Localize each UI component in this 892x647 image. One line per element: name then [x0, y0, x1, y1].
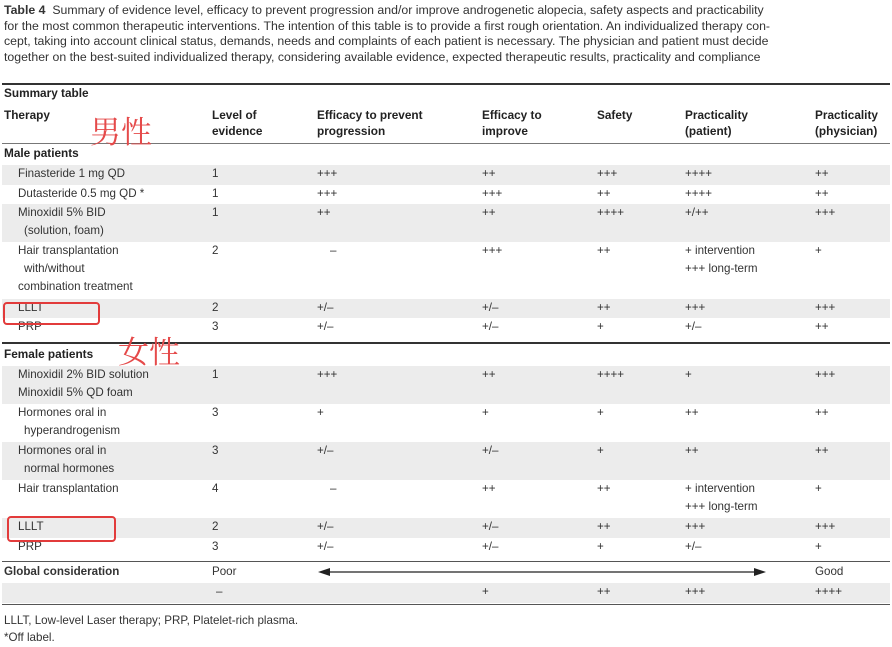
patient-cell: +/–	[685, 539, 702, 553]
top-rule	[2, 83, 890, 85]
prevent-cell: +	[317, 406, 324, 419]
global-level: –	[216, 585, 223, 598]
annotation-female: 女性	[118, 335, 180, 371]
improve-cell: +/–	[482, 520, 499, 533]
safety-cell: ++	[597, 186, 611, 200]
patient-cell: +	[685, 368, 692, 381]
improve-cell: +++	[482, 244, 503, 257]
level-cell: 3	[212, 444, 219, 457]
prevent-cell: ++	[317, 206, 331, 219]
prevent-cell: –	[330, 244, 337, 257]
physician-cell: +++	[815, 206, 836, 219]
improve-cell: ++	[482, 167, 496, 180]
improve-cell: +/–	[482, 320, 499, 333]
global-rule	[2, 561, 890, 562]
therapy-cell: Hormones oral in normal hormones	[18, 444, 115, 475]
prevent-cell: +++	[317, 368, 338, 381]
caption-label: Table 4	[4, 3, 46, 17]
global-label: Global consideration	[4, 565, 120, 578]
female-section-label: Female patients	[4, 347, 94, 361]
global-safety: ++	[597, 585, 611, 598]
footnote-off-label: *Off label.	[4, 631, 55, 644]
prevent-cell: –	[330, 482, 337, 495]
level-cell: 2	[212, 520, 219, 533]
patient-cell: ++	[685, 406, 699, 419]
male-row	[2, 204, 890, 242]
therapy-cell: Minoxidil 2% BID solution Minoxidil 5% QD foam	[18, 368, 149, 399]
table-caption	[4, 3, 888, 65]
improve-cell: ++	[482, 368, 496, 381]
improve-cell: +/–	[482, 539, 499, 553]
improve-cell: +	[482, 406, 489, 419]
patient-cell: + intervention +++ long-term	[685, 244, 758, 275]
prevent-cell: +/–	[317, 320, 334, 333]
physician-cell: ++	[815, 186, 829, 200]
safety-cell: ++++	[597, 368, 625, 381]
safety-cell: ++	[597, 482, 611, 495]
safety-cell: +	[597, 444, 604, 457]
improve-cell: +/–	[482, 444, 499, 457]
caption-line-1: Summary of evidence level, efficacy to prevent progression and/or improve androgenetic alopecia, safety aspects and practicability	[52, 3, 764, 17]
therapy-cell: Hair transplantation with/without combination treatment	[18, 244, 133, 293]
female-row	[2, 404, 890, 442]
therapy-cell: Finasteride 1 mg QD	[18, 167, 125, 180]
patient-cell: +/++	[685, 206, 709, 219]
header-safety: Safety	[597, 108, 633, 122]
improve-cell: +++	[482, 186, 503, 200]
level-cell: 1	[212, 206, 219, 219]
improve-cell: ++	[482, 482, 496, 495]
header-therapy: Therapy	[4, 108, 50, 122]
female-row	[2, 538, 890, 558]
safety-cell: +	[597, 320, 604, 333]
male-row	[2, 185, 890, 205]
prevent-cell: +/–	[317, 444, 334, 457]
therapy-cell: LLLT	[18, 520, 44, 533]
physician-cell: ++	[815, 167, 829, 180]
caption-line-2: for the most common therapeutic interventions. The intention of this table is to provide a first rough orientation. An individualized therapy con-	[4, 18, 771, 33]
physician-cell: ++	[815, 406, 829, 419]
prevent-cell: +/–	[317, 520, 334, 533]
header-prac-physician: Practicality (physician)	[815, 108, 878, 138]
global-arrow	[2, 563, 890, 583]
highlight-box-male-lllt	[3, 302, 100, 325]
physician-cell: +	[815, 482, 822, 495]
prevent-cell: +/–	[317, 300, 334, 314]
level-cell: 1	[212, 167, 219, 180]
header-level: Level of evidence	[212, 108, 263, 138]
female-row	[2, 480, 890, 518]
global-patient: +++	[685, 585, 706, 598]
level-cell: 3	[212, 406, 219, 419]
physician-cell: +	[815, 539, 822, 553]
male-row	[2, 299, 890, 319]
caption-line-4: together on the best-suited individualized therapy, considering available evidence, expected therapeutic results, practicality and compliance	[4, 49, 761, 64]
safety-cell: +++	[597, 167, 618, 180]
level-cell: 3	[212, 539, 219, 553]
physician-cell: ++	[815, 444, 829, 457]
therapy-cell: Hair transplantation	[18, 482, 119, 495]
header-prevent: Efficacy to prevent progression	[317, 108, 423, 138]
improve-cell: +/–	[482, 300, 499, 314]
level-cell: 2	[212, 244, 219, 257]
male-row	[2, 165, 890, 185]
global-improve: +	[482, 585, 489, 598]
therapy-cell: Hormones oral in hyperandrogenism	[18, 406, 121, 437]
header-prac-patient: Practicality (patient)	[685, 108, 748, 138]
male-row	[2, 242, 890, 299]
patient-cell: ++++	[685, 167, 713, 180]
therapy-cell: Dutasteride 0.5 mg QD *	[18, 186, 145, 200]
level-cell: 4	[212, 482, 219, 495]
footnote-abbrev: LLLT, Low-level Laser therapy; PRP, Platelet-rich plasma.	[4, 614, 299, 627]
level-cell: 3	[212, 320, 219, 333]
prevent-cell: +++	[317, 167, 338, 180]
highlight-box-female-lllt	[7, 516, 116, 542]
prevent-cell: +/–	[317, 539, 334, 553]
global-physician: ++++	[815, 585, 843, 598]
therapy-cell: PRP	[18, 539, 42, 553]
patient-cell: ++++	[685, 186, 713, 200]
physician-cell: ++	[815, 320, 829, 333]
safety-cell: ++	[597, 244, 611, 257]
global-good: Good	[815, 565, 844, 578]
physician-cell: +++	[815, 300, 836, 314]
global-row-2	[2, 583, 890, 603]
therapy-cell: PRP	[18, 320, 42, 333]
safety-cell: ++	[597, 520, 611, 533]
patient-cell: +/–	[685, 320, 702, 333]
physician-cell: +++	[815, 520, 836, 533]
level-cell: 2	[212, 300, 219, 314]
therapy-cell: Minoxidil 5% BID (solution, foam)	[18, 206, 106, 237]
female-row	[2, 518, 890, 538]
female-row	[2, 366, 890, 404]
male-section-label: Male patients	[4, 146, 79, 160]
female-row	[2, 442, 890, 480]
patient-cell: +++	[685, 520, 706, 533]
improve-cell: ++	[482, 206, 496, 219]
safety-cell: ++++	[597, 206, 625, 219]
physician-cell: +	[815, 244, 822, 257]
prevent-cell: +++	[317, 186, 338, 200]
annotation-male: 男性	[90, 115, 152, 151]
therapy-cell: LLLT	[18, 300, 44, 314]
summary-table-label: Summary table	[4, 86, 89, 100]
patient-cell: + intervention +++ long-term	[685, 482, 758, 513]
patient-cell: +++	[685, 300, 706, 314]
safety-cell: +	[597, 406, 604, 419]
bottom-rule	[2, 604, 890, 605]
level-cell: 1	[212, 368, 219, 381]
safety-cell: ++	[597, 300, 611, 314]
caption-line-3: cept, taking into account clinical status, demands, needs and complaints of each patient is necessary. The physician and patient must decide	[4, 34, 769, 48]
global-poor: Poor	[212, 565, 237, 578]
physician-cell: +++	[815, 368, 836, 381]
header-improve: Efficacy to improve	[482, 108, 542, 138]
patient-cell: ++	[685, 444, 699, 457]
safety-cell: +	[597, 539, 604, 553]
level-cell: 1	[212, 186, 219, 200]
